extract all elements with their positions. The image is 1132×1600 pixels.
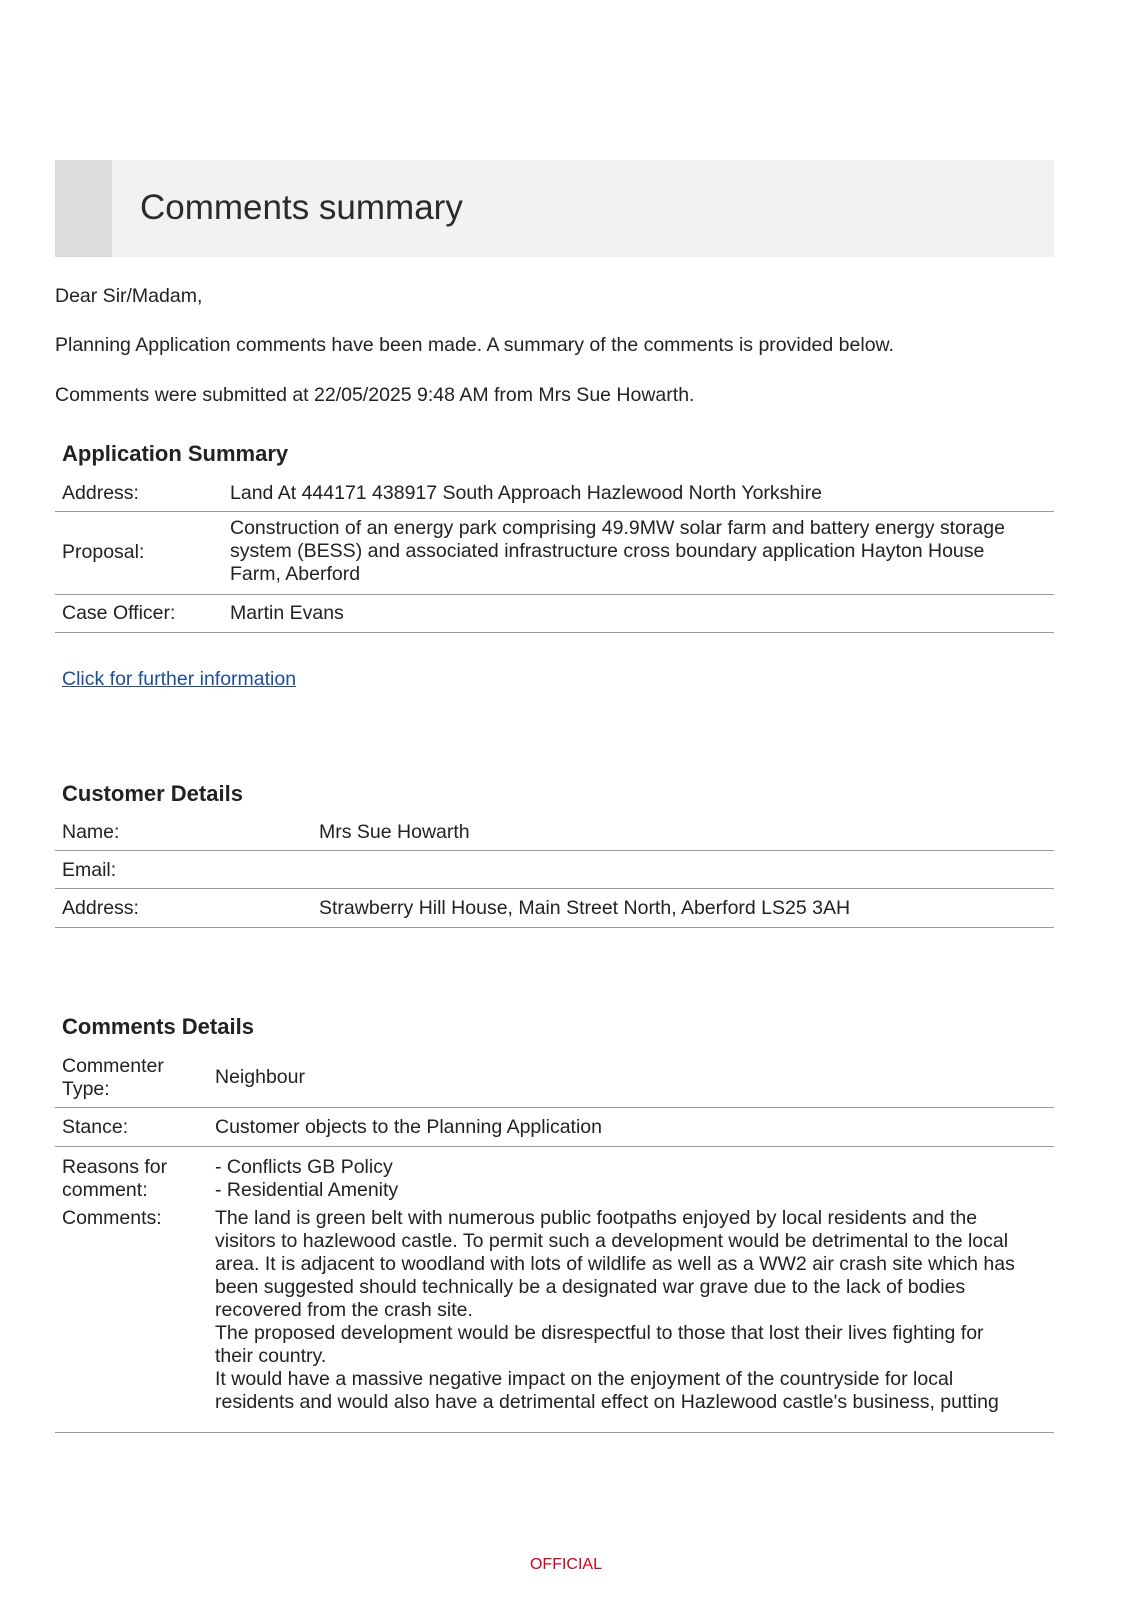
- customer-address-value: Strawberry Hill House, Main Street North, Aberford LS25 3AH: [319, 897, 851, 919]
- header-banner: [55, 160, 1054, 257]
- table-row: [55, 851, 1054, 889]
- table-row: [55, 889, 1054, 928]
- comments-value: The land is green belt with numerous public footpaths enjoyed by local residents and the visitors to hazlewood castle. To permit such a development would be detrimental to the local area. It is adjacent to woodland with lots of wildlife as well as a WW2 air crash site which has been suggested should technically be a designated war grave due to the lack of bodies recovered from the crash site. The proposed development would be disrespectful to those that lost their lives fighting for their country. It would have a massive negative impact on the enjoyment of the countryside for local residents and would also have a detrimental effect on Hazlewood castle's business, putting: [215, 1207, 1015, 1413]
- commenter-type-value: Neighbour: [215, 1066, 305, 1088]
- stance-label: Stance:: [62, 1116, 129, 1138]
- list-item: - Residential Amenity: [215, 1179, 399, 1201]
- commenter-type-label: Commenter Type:: [62, 1055, 164, 1100]
- address-label: Address:: [62, 482, 139, 504]
- email-label: Email:: [62, 859, 117, 881]
- list-item: - Conflicts GB Policy: [215, 1156, 393, 1178]
- banner-accent: [55, 160, 112, 257]
- comments-details-title: Comments Details: [62, 1014, 254, 1039]
- intro-line-1: Planning Application comments have been made. A summary of the comments is provided below.: [55, 334, 894, 356]
- table-row: [55, 478, 1054, 512]
- table-row: [55, 1050, 1054, 1108]
- proposal-value: Construction of an energy park comprising 49.9MW solar farm and battery energy storage system (BESS) and associated infrastructure cross boundary application Hayton House Farm, Aberford: [230, 517, 1005, 585]
- stance-value: Customer objects to the Planning Application: [215, 1116, 602, 1138]
- table-row: [55, 1108, 1054, 1147]
- greeting: Dear Sir/Madam,: [55, 285, 203, 307]
- table-row: [55, 816, 1054, 851]
- table-row: [55, 512, 1054, 595]
- table-row: [55, 595, 1054, 633]
- page-title: Comments summary: [140, 188, 463, 227]
- customer-address-label: Address:: [62, 897, 139, 919]
- customer-details-title: Customer Details: [62, 781, 243, 806]
- intro-line-2: Comments were submitted at 22/05/2025 9:48 AM from Mrs Sue Howarth.: [55, 384, 695, 406]
- classification-footer: OFFICIAL: [529, 1556, 602, 1573]
- table-row: [55, 1205, 1054, 1433]
- name-value: Mrs Sue Howarth: [319, 821, 470, 843]
- application-summary-title: Application Summary: [62, 441, 289, 466]
- reasons-label: Reasons for comment:: [62, 1156, 168, 1201]
- case-officer-label: Case Officer:: [62, 602, 176, 624]
- reasons-value: [215, 1156, 398, 1202]
- address-value: Land At 444171 438917 South Approach Hazlewood North Yorkshire: [230, 482, 822, 504]
- proposal-label: Proposal:: [62, 541, 145, 563]
- name-label: Name:: [62, 821, 120, 843]
- comments-label: Comments:: [62, 1207, 162, 1229]
- table-row: [55, 1147, 1054, 1203]
- case-officer-value: Martin Evans: [230, 602, 344, 624]
- further-information-link[interactable]: Click for further information: [62, 668, 297, 690]
